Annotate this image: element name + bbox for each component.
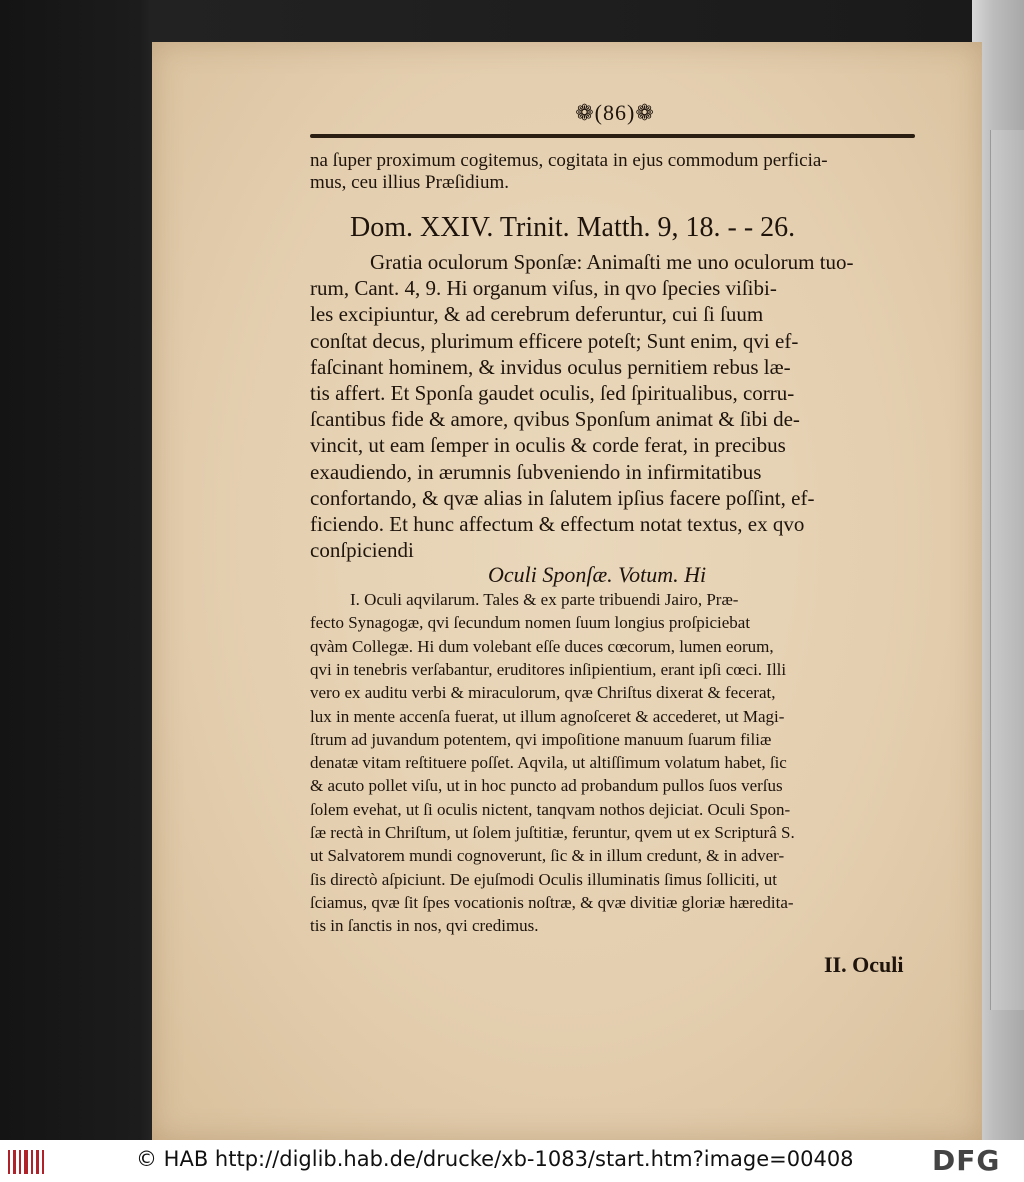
copyright-url: © HAB http://diglib.hab.de/drucke/xb-1083/start.htm?image=00408 (136, 1147, 854, 1171)
adjacent-page-inner (990, 130, 1024, 1010)
text-line: ſtrum ad juvandum potentem, qvi impoſitione manuum ſuarum filiæ (310, 729, 772, 749)
text-line: confortando, & qvæ alias in ſalutem ipſius facere poſſint, ef- (310, 485, 815, 510)
text-line: I. Oculi aqvilarum. Tales & ex parte tribuendi Jairo, Præ- (350, 590, 739, 609)
page-number-header (310, 100, 920, 126)
catchword: II. Oculi (824, 952, 904, 977)
text-line: les excipiuntur, & ad cerebrum deferuntur, cui ſi ſuum (310, 302, 764, 327)
text-line: ſis directò aſpiciunt. De ejuſmodi Oculis illuminatis ſimus ſolliciti, ut (310, 869, 777, 889)
text-line: ſæ rectà in Chriſtum, ut ſolem juſtitiæ, feruntur, qvem ut ex Scripturâ S. (310, 823, 795, 842)
text-line: vincit, ut eam ſemper in oculis & corde ferat, in precibus (310, 433, 786, 458)
text-line: exaudiendo, in ærumnis ſubveniendo in infirmitatibus (310, 459, 762, 484)
text-line: fecto Synagogæ, qvi ſecundum nomen ſuum longius proſpiciebat (310, 613, 751, 633)
text-line: rum, Cant. 4, 9. Hi organum viſus, in qvo ſpecies viſibi- (310, 276, 777, 301)
header-rule (310, 134, 915, 138)
barcode-logo-icon (6, 1148, 46, 1176)
text-line: conſpiciendi (310, 538, 414, 563)
text-line: qvàm Collegæ. Hi dum volebant eſſe duces cœcorum, lumen eorum, (310, 636, 774, 656)
text-line: faſcinant hominem, & invidus oculus pernitiem rebus læ- (310, 354, 791, 379)
text-line: tis in ſanctis in nos, qvi credimus. (310, 916, 539, 936)
subheading: Oculi Sponſæ. Votum. Hi (488, 562, 707, 587)
text-line: qvi in tenebris verſabantur, eruditores inſipientium, erant ipſi cœci. Illi (310, 659, 787, 679)
text-line: denatæ vitam reſtituere poſſet. Aqvila, ut altiſſimum volatum habet, ſic (310, 753, 787, 773)
dfg-logo: DFG (932, 1144, 1001, 1177)
text-line: vero ex auditu verbi & miraculorum, qvæ Chriſtus dixerat & fecerat, (310, 683, 776, 703)
ornament-left-icon: ❁ (575, 100, 595, 125)
text-line: & acuto pollet viſu, ut in hoc puncto ad probandum pullos ſuos verſus (310, 776, 783, 796)
text-line: tis affert. Et Sponſa gaudet oculis, ſed ſpiritualibus, corru- (310, 381, 795, 405)
text-line: ſcantibus fide & amore, qvibus Sponſum animat & ſibi de- (310, 407, 800, 432)
text-line: ficiendo. Et hunc affectum & effectum notat textus, ex qvo (310, 512, 805, 536)
section-title: Dom. XXIV. Trinit. Matth. 9, 18. - - 26. (350, 212, 796, 243)
text-line: ſciamus, qvæ ſit ſpes vocationis noſtræ, & qvæ divitiæ gloriæ hæredita- (310, 892, 794, 912)
text-line: mus, ceu illius Præſidium. (310, 172, 509, 193)
text-line: ut Salvatorem mundi cognoverunt, ſic & in illum credunt, & in adver- (310, 846, 785, 866)
text-line: lux in mente accenſa fuerat, ut illum agnoſceret & accederet, ut Magi- (310, 706, 785, 726)
text-line: ſolem evehat, ut ſi oculis nictent, tanqvam nothos dejiciat. Oculi Spon- (310, 799, 791, 819)
page-number: (86) (594, 100, 636, 125)
footer-bar (0, 1140, 1024, 1182)
ornament-right-icon: ❁ (635, 100, 655, 125)
text-line: conſtat decus, plurimum efficere poteſt; Sunt enim, qvi ef- (310, 328, 799, 353)
text-line: na ſuper proximum cogitemus, cogitata in ejus commodum perficia- (310, 150, 828, 171)
text-line: Gratia oculorum Sponſæ: Animaſti me uno oculorum tuo- (370, 250, 854, 274)
